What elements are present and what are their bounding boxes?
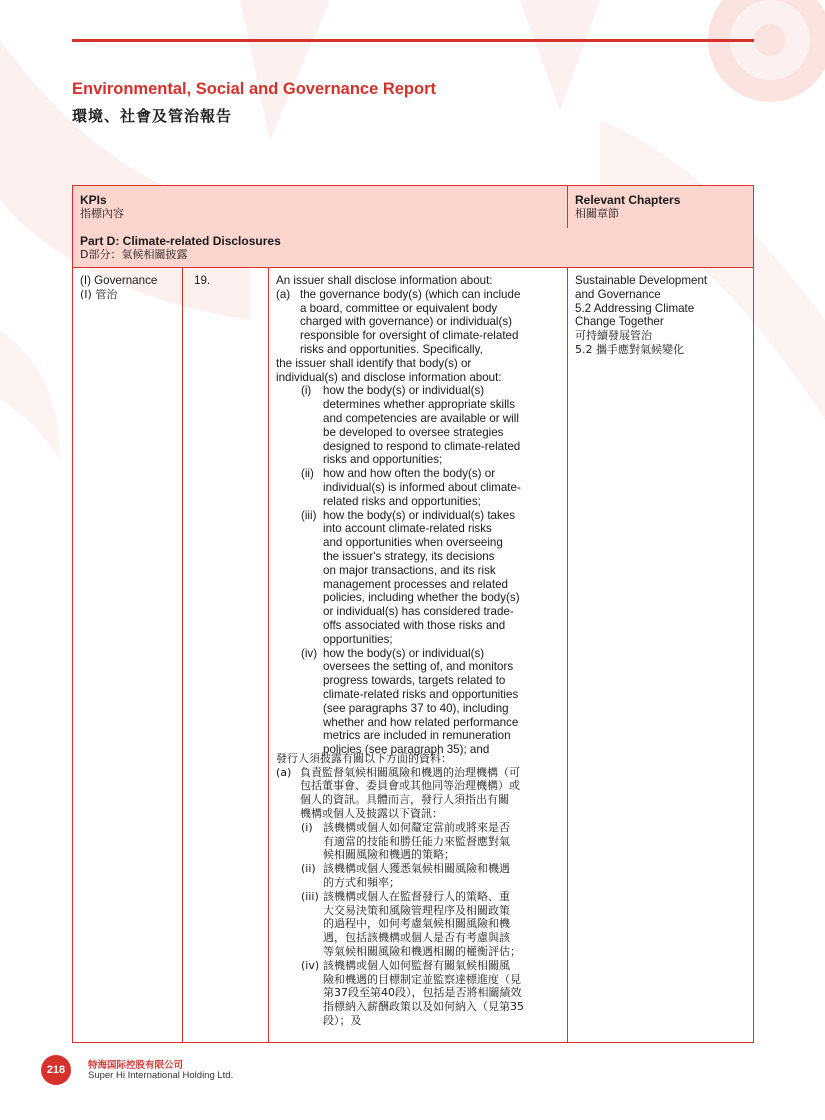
subitem: [276, 467, 564, 508]
text-line: how the body(s) or individual(s): [323, 646, 485, 660]
column-divider: [567, 186, 568, 228]
text-line: 的過程中，如何考慮氣候相關風險和機: [323, 917, 510, 931]
text-line: individual(s) is informed about climate-: [323, 480, 521, 494]
text-line: designed to respond to climate-related: [323, 439, 521, 453]
text-line: related risks and opportunities;: [323, 494, 481, 508]
part-d-title-en: Part D: Climate-related Disclosures: [80, 234, 281, 248]
text-line: risks and opportunities. Specifically,: [300, 342, 483, 356]
text-line: 的方式和頻率；: [323, 876, 400, 890]
chapters-header-zh: 相關章節: [575, 207, 619, 220]
subitem-marker: (iii): [301, 889, 319, 903]
kpis-header: [80, 193, 124, 220]
text-line: 負責監督氣候相關風險和機遇的治理機構（可: [300, 765, 520, 779]
part-d-title-zh: D部分：氣候相關披露: [80, 248, 188, 261]
text-line: progress towards, targets related to: [323, 674, 506, 688]
text-line: 候相關風險和機遇的策略；: [323, 848, 455, 862]
text-line: 險和機遇的目標制定並監察達標進度（見: [323, 972, 521, 986]
top-rule: [72, 39, 754, 42]
text-line: 等氣候相關風險和機遇相關的權衡評估；: [323, 945, 521, 959]
text-line: 該機構或個人如何監督有關氣候相關風: [323, 958, 510, 972]
column-divider: [182, 267, 183, 1042]
text-line: the issuer shall identify that body(s) or: [276, 356, 472, 370]
part-d-heading: [80, 234, 281, 261]
chapter-line: Sustainable Development: [575, 274, 708, 287]
company-name-zh: 特海国际控股有限公司: [88, 1060, 184, 1071]
subitem: [276, 959, 564, 1028]
subitem: [276, 509, 564, 647]
text-line: and opportunities when overseeing: [323, 536, 503, 550]
text-line: 包括董事會、委員會或其他同等治理機構）或: [300, 779, 520, 793]
kpis-header-en: KPIs: [80, 193, 107, 207]
text-line: 該機構或個人獲悉氣候相關風險和機遇: [323, 862, 510, 876]
text-line: 該機構或個人在監督發行人的策略、重: [323, 889, 510, 903]
subitem: [276, 862, 564, 890]
text-line: 第37段至第40段），包括是否將相關績效: [323, 986, 522, 1000]
clause-marker: (a): [276, 765, 292, 779]
text-line: the governance body(s) (which can include: [300, 287, 521, 301]
text-line: oversees the setting of, and monitors: [323, 660, 514, 674]
text-line: 機構或個人及披露以下資訊：: [300, 807, 443, 821]
text-line: how and how often the body(s) or: [323, 467, 496, 481]
text-line: policies, including whether the body(s): [323, 591, 520, 605]
chapter-line: Change Together: [575, 315, 664, 329]
clause-a-zh: [276, 766, 564, 821]
subitem-marker: (ii): [301, 467, 314, 481]
subitem: [276, 890, 564, 959]
section-governance: [80, 274, 157, 302]
text-line: opportunities;: [323, 632, 393, 646]
text-line: whether and how related performance: [323, 715, 519, 729]
report-title-zh: 環境、社會及管治報告: [72, 107, 233, 125]
text-line: 該機構或個人如何釐定當前或將來是否: [323, 820, 510, 834]
text-line: policies (see paragraph 35); and: [323, 743, 490, 757]
text-line: responsible for oversight of climate-related: [300, 329, 519, 343]
subitem: [276, 821, 564, 862]
kpis-header-zh: 指標內容: [80, 207, 124, 220]
chapter-line: 5.2 Addressing Climate: [575, 301, 695, 315]
subitem: [276, 384, 564, 467]
subitem-marker: (i): [301, 384, 312, 398]
text-line: 有適當的技能和勝任能力來監督應對氣: [323, 834, 510, 848]
column-divider: [268, 267, 269, 1042]
subitem-marker: (iv): [301, 646, 318, 660]
intro-en: An issuer shall disclose information about:: [276, 274, 493, 287]
subitem: [276, 647, 564, 757]
column-divider: [567, 267, 568, 1042]
chapter-line: 可持續發展管治: [575, 329, 652, 343]
requirement-text: [276, 274, 564, 1028]
subitem-marker: (iii): [301, 508, 317, 522]
relevant-chapters: [575, 274, 707, 357]
text-line: and competencies are available or will: [323, 411, 519, 425]
text-line: 遇，包括該機構或個人是否有考慮與該: [323, 931, 510, 945]
text-line: individual(s) and disclose information about:: [276, 370, 502, 384]
text-line: (see paragraphs 37 to 40), including: [323, 701, 509, 715]
text-line: how the body(s) or individual(s) takes: [323, 508, 516, 522]
text-line: 段）；及: [323, 1014, 362, 1028]
text-line: 個人的資訊。具體而言，發行人須指出有關: [300, 793, 509, 807]
intro-zh: 發行人須披露有關以下方面的資料：: [276, 751, 452, 765]
chapter-line: and Governance: [575, 287, 661, 301]
section-label-zh: (I) 管治: [80, 287, 118, 301]
item-number: 19.: [194, 274, 211, 287]
text-line: the issuer's strategy, its decisions: [323, 549, 495, 563]
text-line: charged with governance) or individual(s): [300, 315, 513, 329]
text-line: climate-related risks and opportunities: [323, 687, 519, 701]
chapter-line: 5.2 攜手應對氣候變化: [575, 342, 684, 356]
text-line: 指標納入薪酬政策以及如何納入（見第35: [323, 1000, 524, 1014]
report-title-en: Environmental, Social and Governance Report: [72, 80, 437, 98]
subitems-zh: [276, 821, 564, 1028]
text-line: on major transactions, and its risk: [323, 563, 496, 577]
subitems-en: [276, 384, 564, 757]
clause-marker: (a): [276, 287, 291, 301]
text-line: management processes and related: [323, 577, 508, 591]
page-number-badge: 218: [41, 1055, 71, 1085]
text-line: how the body(s) or individual(s): [323, 384, 485, 398]
section-label-en: (I) Governance: [80, 274, 158, 287]
text-line: offs associated with those risks and: [323, 618, 506, 632]
text-line: be developed to oversee strategies: [323, 425, 504, 439]
chapters-header-en: Relevant Chapters: [575, 193, 681, 207]
company-name-en: Super Hi International Holding Ltd.: [88, 1070, 234, 1081]
text-line: 大交易決策和風險管理程序及相關政策: [323, 903, 510, 917]
text-line: determines whether appropriate skills: [323, 398, 516, 412]
kpi-table: [72, 185, 754, 1043]
subitem-marker: (i): [301, 820, 313, 834]
text-line: a board, committee or equivalent body: [300, 301, 498, 315]
clause-a-en: [276, 288, 564, 357]
text-line: risks and opportunities;: [323, 453, 443, 467]
text-line: into account climate-related risks: [323, 522, 492, 536]
subitem-marker: (ii): [301, 862, 316, 876]
text-line: or individual(s) has considered trade-: [323, 605, 514, 619]
subitem-marker: (iv): [301, 958, 320, 972]
text-line: metrics are included in remuneration: [323, 729, 511, 743]
chapters-header: [575, 193, 680, 220]
